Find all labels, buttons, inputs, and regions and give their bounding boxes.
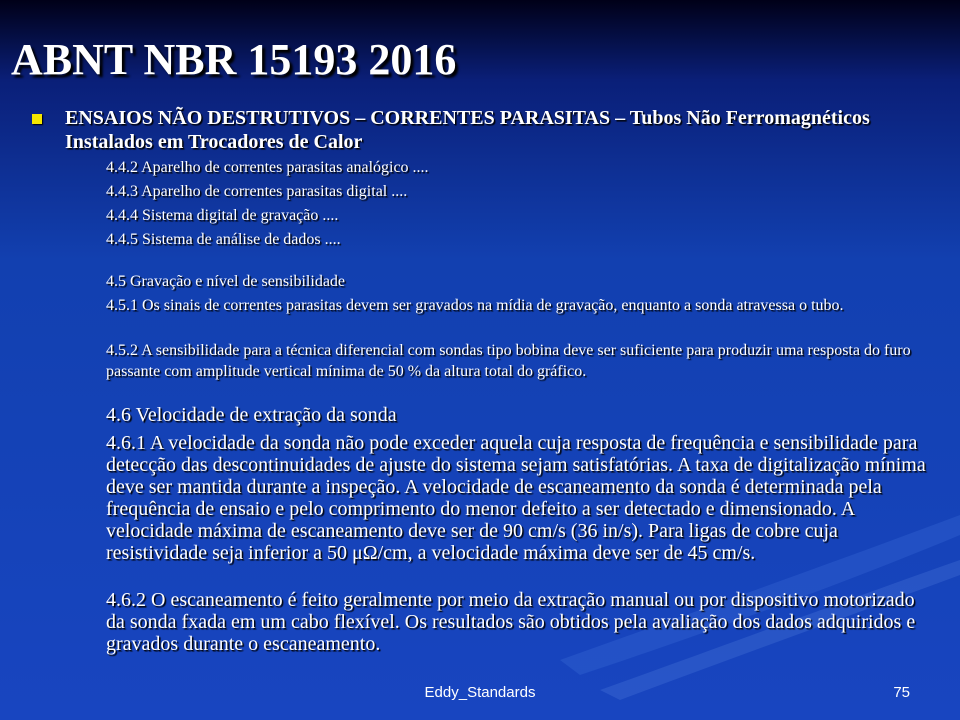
item-4-4-3: 4.4.3 Aparelho de correntes parasitas digital .... [106, 183, 408, 200]
bullet-square-icon [32, 114, 42, 124]
item-4-6: 4.6 Velocidade de extração da sonda [106, 404, 397, 426]
page-number: 75 [893, 684, 910, 701]
item-4-4-2: 4.4.2 Aparelho de correntes parasitas analógico .... [106, 159, 429, 176]
footer-label: Eddy_Standards [424, 684, 536, 701]
item-4-4-4: 4.4.4 Sistema digital de gravação .... [106, 207, 339, 224]
item-4-5-1: 4.5.1 Os sinais de correntes parasitas devem ser gravados na mídia de gravação, enquanto a sonda atravessa o tubo. [106, 297, 844, 314]
item-4-6-2: 4.6.2 O escaneamento é feito geralmente por meio da extração manual ou por dispositivo motorizado da sonda fxada em um cabo flexível. Os resultados são obtidos pela avaliação dos dados adquiridos e gravados durante o escaneamento. [106, 589, 916, 655]
item-4-4-5: 4.4.5 Sistema de análise de dados .... [106, 231, 341, 248]
item-4-6-1: 4.6.1 A velocidade da sonda não pode exceder aquela cuja resposta de frequência e sensibilidade para detecção das descontinuidades de ajuste do sistema sejam satisfatórias. A taxa de digitalização mínima deve ser mantida durante a inspeção. A velocidade de escaneamento da sonda é determinada pela frequência de ensaio e pelo comprimento do menor defeito a ser detectado e dimensionado. A velocidade máxima de escaneamento deve ser de 90 cm/s (36 in/s). Para ligas de cobre cuja resistividade seja inferior a 50 μΩ/cm, a velocidade máxima deve ser de 45 cm/s. [106, 432, 926, 564]
slide-title: ABNT NBR 15193 2016 [11, 35, 457, 84]
item-4-5: 4.5 Gravação e nível de sensibilidade [106, 273, 346, 290]
bullet-heading: ENSAIOS NÃO DESTRUTIVOS – CORRENTES PARASITAS – Tubos Não Ferromagnéticos Instalados em Trocadores de Calor [65, 107, 870, 153]
item-4-5-2: 4.5.2 A sensibilidade para a técnica diferencial com sondas tipo bobina deve ser suficiente para produzir uma resposta do furo passante com amplitude vertical mínima de 50 % da altura total do gráfico. [106, 342, 911, 380]
